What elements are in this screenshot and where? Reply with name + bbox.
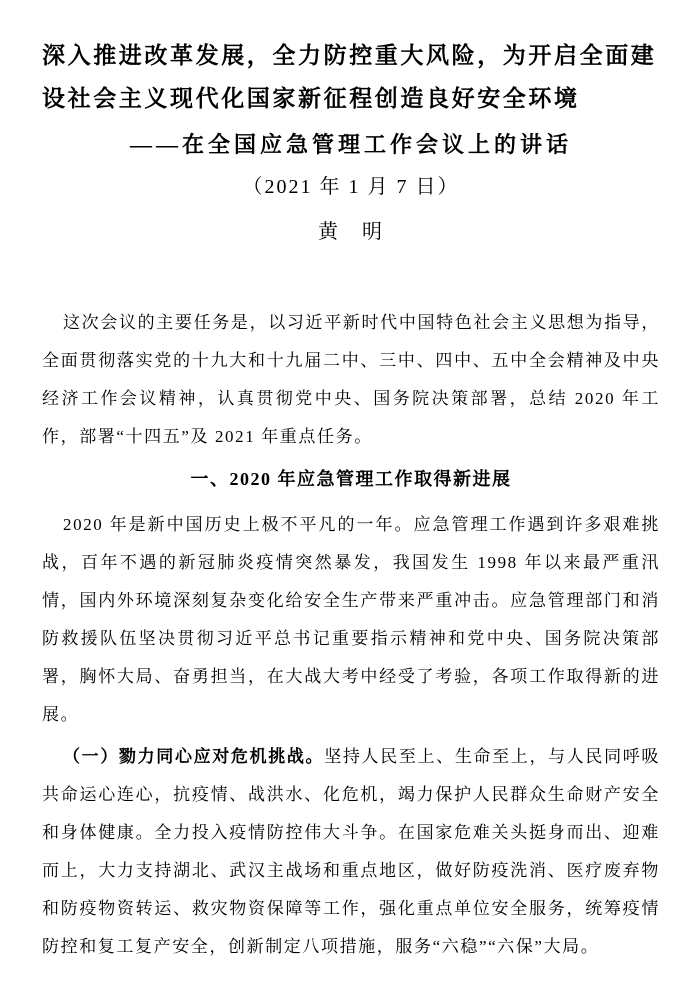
document-date: （2021 年 1 月 7 日）	[242, 176, 460, 198]
paragraph-section1-overview: 2020 年是新中国历史上极不平凡的一年。应急管理工作遇到许多艰难挑战，百年不遇的新冠肺炎疫情突然暴发，我国发生 1998 年以来最严重汛情，国内外环境深刻复杂变化给安全生产带来严重冲击。应急管理部门和消防救援队伍坚决贯彻习近平总书记重要指示精神和党中央、国务院决策部署，胸怀大局、奋勇担当，在大战大考中经受了考验，各项工作取得新的进展。	[42, 515, 660, 724]
document-title-line-1: 深入推进改革发展，全力防控重大风险，为开启全面建	[42, 43, 657, 68]
paragraph-intro: 这次会议的主要任务是，以习近平新时代中国特色社会主义思想为指导，全面贯彻落实党的十九大和十九届二中、三中、四中、五中全会精神及中央经济工作会议精神，认真贯彻党中央、国务院决策部署，总结 2020 年工作，部署“十四五”及 2021 年重点任务。	[42, 313, 660, 446]
document-title	[42, 34, 660, 120]
document-title-line-2: 设社会主义现代化国家新征程创造良好安全环境	[42, 86, 580, 111]
document-subtitle: ——在全国应急管理工作会议上的讲话	[129, 132, 572, 157]
paragraph-section1-item1	[42, 738, 660, 966]
paragraph-section1-item1-text: 坚持人民至上、生命至上，与人民同呼吸共命运心连心，抗疫情、战洪水、化危机，竭力保护人民群众生命财产安全和身体健康。全力投入疫情防控伟大斗争。在国家危难关头挺身而出、迎难而上，大力支持湖北、武汉主战场和重点地区，做好防疫洗消、医疗废弃物和防疫物资转运、救灾物资保障等工作，强化重点单位安全服务，统筹疫情防控和复工复产安全，创新制定八项措施，服务“六稳”“六保”大局。	[42, 747, 660, 956]
document-author: 黄 明	[318, 221, 384, 243]
paragraph-section1-item1-lead: （一）勠力同心应对危机挑战。	[63, 747, 325, 766]
section-heading-1: 一、2020 年应急管理工作取得新进展	[190, 469, 512, 489]
